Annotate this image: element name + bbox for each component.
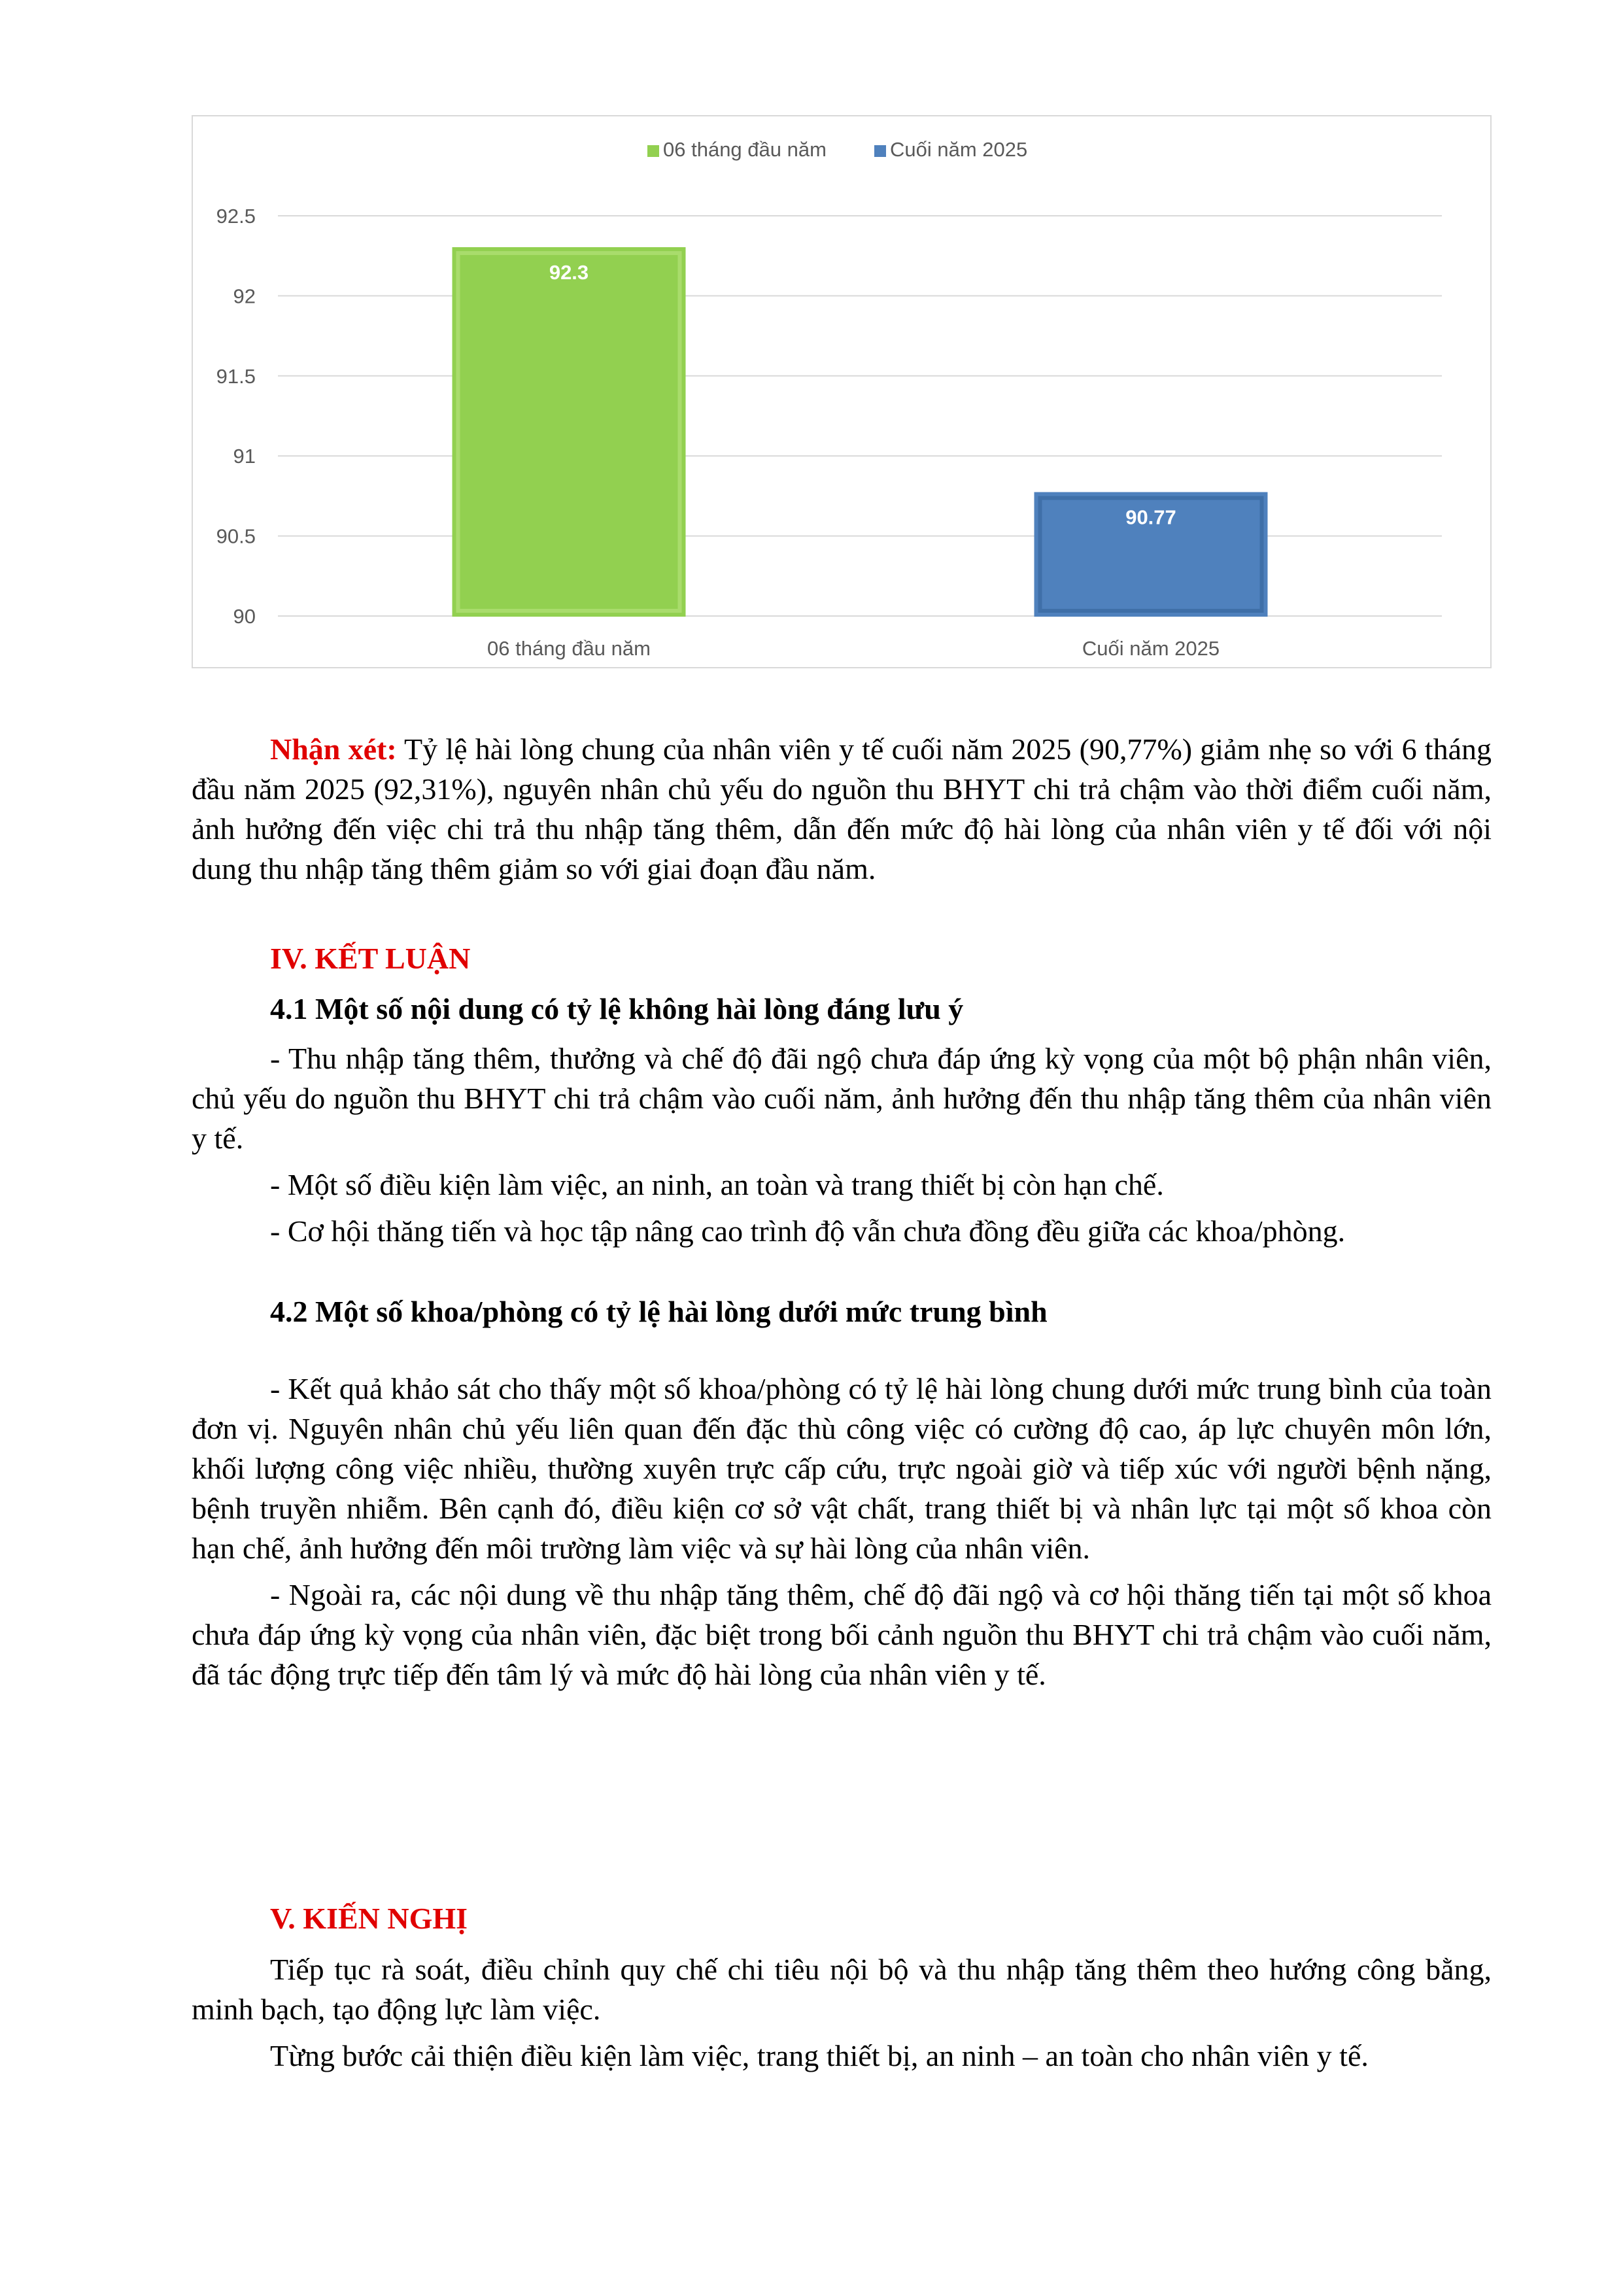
subsection-4-2-title: 4.2 Một số khoa/phòng có tỷ lệ hài lòng dưới mức trung bình <box>270 1295 1048 1328</box>
list-item: Tiếp tục rà soát, điều chỉnh quy chế chi tiêu nội bộ và thu nhập tăng thêm theo hướng công bằng, minh bạch, tạo động lực làm việc. <box>192 1953 1492 2026</box>
list-item: - Thu nhập tăng thêm, thưởng và chế độ đãi ngộ chưa đáp ứng kỳ vọng của một bộ phận nhân viên, chủ yếu do nguồn thu BHYT chi trả chậm vào cuối năm, ảnh hưởng đến thu nhập tăng thêm của nhân viên y tế. <box>192 1042 1492 1155</box>
legend-swatch <box>647 145 659 157</box>
bar-chart <box>192 115 1492 668</box>
subsection-4-2-body <box>192 1369 1492 1694</box>
list-item: - Ngoài ra, các nội dung về thu nhập tăng thêm, chế độ đãi ngộ và cơ hội thăng tiến tại một số khoa chưa đáp ứng kỳ vọng của nhân viên, đặc biệt trong bối cảnh nguồn thu BHYT chi trả chậm vào cuối năm, đã tác động trực tiếp đến tâm lý và mức độ hài lòng của nhân viên y tế. <box>192 1578 1492 1691</box>
comment-block <box>192 729 1492 889</box>
list-item: Từng bước cải thiện điều kiện làm việc, trang thiết bị, an ninh – an toàn cho nhân viên y tế. <box>270 2039 1369 2072</box>
chart-canvas <box>193 116 1490 667</box>
section-4-title: IV. KẾT LUẬN <box>270 942 471 975</box>
section-5-body <box>192 1949 1492 2076</box>
comment-label: Nhận xét: <box>270 732 397 766</box>
y-tick-label: 90 <box>233 605 256 628</box>
legend-swatch <box>874 145 886 157</box>
list-item: - Một số điều kiện làm việc, an ninh, an toàn và trang thiết bị còn hạn chế. <box>270 1168 1164 1201</box>
x-tick-label: 06 tháng đầu năm <box>487 637 651 660</box>
subsection-4-1-body <box>192 1038 1492 1251</box>
legend-entry: 06 tháng đầu năm <box>663 138 827 161</box>
y-tick-label: 91 <box>233 445 256 468</box>
section-5-title: V. KIẾN NGHỊ <box>270 1902 468 1935</box>
y-tick-label: 90.5 <box>216 524 256 548</box>
subsection-4-1-title: 4.1 Một số nội dung có tỷ lệ không hài lòng đáng lưu ý <box>270 992 964 1025</box>
legend-entry: Cuối năm 2025 <box>890 138 1028 161</box>
y-tick-label: 92 <box>233 284 256 308</box>
y-tick-label: 92.5 <box>216 205 256 228</box>
comment-text: Tỷ lệ hài lòng chung của nhân viên y tế cuối năm 2025 (90,77%) giảm nhẹ so với 6 tháng đầu năm 2025 (92,31%), nguyên nhân chủ yếu do nguồn thu BHYT chi trả chậm vào thời điểm cuối năm, ảnh hưởng đến việc chi trả thu nhập tăng thêm, dẫn đến mức độ hài lòng của nhân viên y tế đối với nội dung thu nhập tăng thêm giảm so với giai đoạn đầu năm. <box>192 732 1492 885</box>
list-item: - Kết quả khảo sát cho thấy một số khoa/phòng có tỷ lệ hài lòng chung dưới mức trung bình của toàn đơn vị. Nguyên nhân chủ yếu liên quan đến đặc thù công việc có cường độ cao, áp lực chuyên môn lớn, khối lượng công việc nhiều, thường xuyên trực cấp cứu, trực ngoài giờ và tiếp xúc với người bệnh nặng, bệnh truyền nhiễm. Bên cạnh đó, điều kiện cơ sở vật chất, trang thiết bị và nhân lực tại một số khoa còn hạn chế, ảnh hưởng đến môi trường làm việc và sự hài lòng của nhân viên. <box>192 1372 1492 1565</box>
x-tick-label: Cuối năm 2025 <box>1082 637 1220 660</box>
y-tick-label: 91.5 <box>216 364 256 388</box>
bar <box>453 248 685 616</box>
data-label: 90.77 <box>1125 505 1176 529</box>
data-label: 92.3 <box>549 260 589 284</box>
comment-paragraph <box>192 729 1492 889</box>
list-item: - Cơ hội thăng tiến và học tập nâng cao trình độ vẫn chưa đồng đều giữa các khoa/phòng. <box>270 1214 1346 1248</box>
